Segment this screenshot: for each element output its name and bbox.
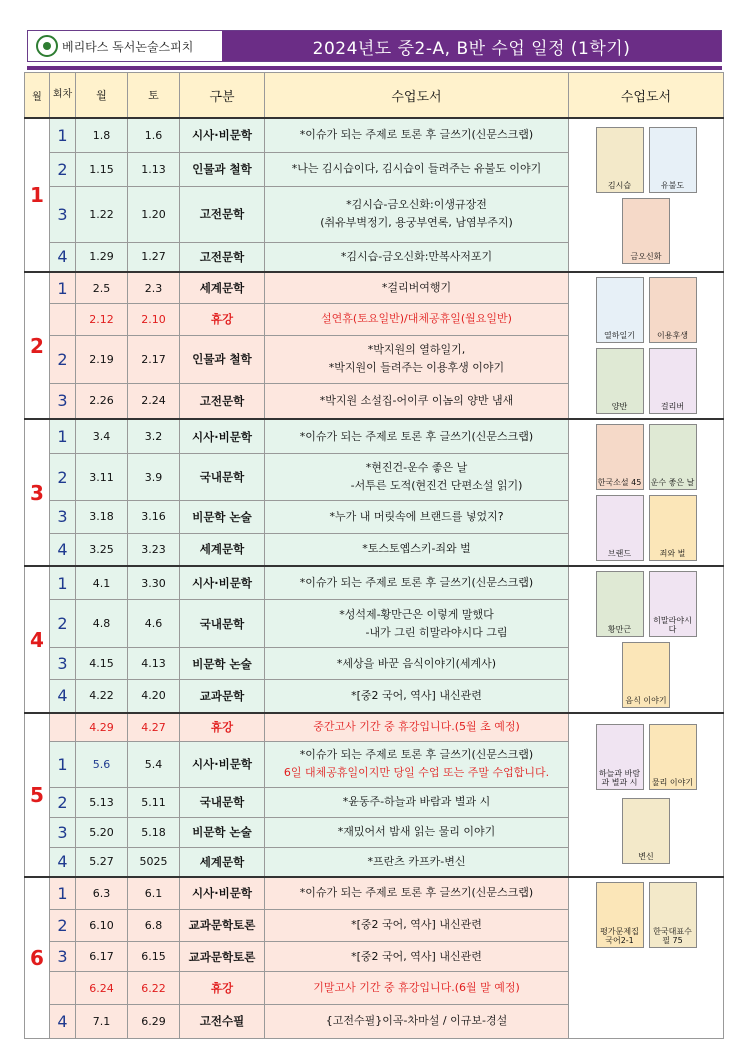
book-line: *토스토옙스키-죄와 벌 — [362, 542, 471, 556]
book-title — [265, 501, 569, 534]
sat-date: 3.2 — [128, 419, 180, 454]
book-cover-image: 평가문제집 국어2-1 — [596, 882, 644, 948]
category: 비문학 논술 — [180, 817, 265, 847]
session-number: 1 — [50, 272, 76, 304]
mon-date: 2.5 — [76, 272, 128, 304]
month-label: 1 — [25, 118, 50, 272]
category: 시사·비문학 — [180, 741, 265, 787]
sat-date: 5.18 — [128, 817, 180, 847]
book-title — [265, 242, 569, 272]
mon-date: 1.15 — [76, 152, 128, 186]
book-cover-image: 한국대표수필 75 — [649, 882, 697, 948]
month-label: 2 — [25, 272, 50, 419]
sat-date: 2.17 — [128, 335, 180, 383]
book-covers — [569, 272, 724, 419]
category: 비문학 논술 — [180, 648, 265, 680]
school-logo-icon — [36, 35, 58, 57]
book-line-2: -서투른 도적(현진건 단편소설 읽기) — [350, 479, 523, 493]
session-number: 4 — [50, 533, 76, 566]
sat-date: 2.3 — [128, 272, 180, 304]
table-row — [25, 566, 724, 600]
book-cover-image: 운수 좋은 날 — [649, 424, 697, 490]
mon-date: 6.10 — [76, 909, 128, 941]
book-line: *이슈가 되는 주제로 토론 후 글쓰기(신문스크랩) — [299, 886, 534, 900]
session-number: 2 — [50, 454, 76, 501]
book-line: *김시습-금오신화:만복사저포기 — [340, 249, 493, 263]
book-cover-image: 걸리버 — [649, 348, 697, 414]
month-label: 6 — [25, 877, 50, 1039]
category: 휴강 — [180, 713, 265, 741]
mon-date: 4.8 — [76, 600, 128, 648]
book-cover-image: 음식 이야기 — [622, 642, 670, 708]
book-cover-image: 이용후생 — [649, 277, 697, 343]
book-cover-image: 변신 — [622, 798, 670, 864]
book-line-2: -내가 그린 히말라야시다 그림 — [365, 625, 508, 639]
book-title — [265, 648, 569, 680]
mon-date: 5.27 — [76, 847, 128, 877]
book-cover-image: 양반 — [596, 348, 644, 414]
sat-date: 5.4 — [128, 741, 180, 787]
mon-date: 6.3 — [76, 877, 128, 909]
book-line: *[중2 국어, 역사] 내신관련 — [351, 688, 482, 702]
sat-date: 4.6 — [128, 600, 180, 648]
mon-date: 3.25 — [76, 533, 128, 566]
mon-date: 2.19 — [76, 335, 128, 383]
book-cover-image: 금오신화 — [622, 198, 670, 264]
book-cover-image: 한국소설 45 — [596, 424, 644, 490]
book-title — [265, 972, 569, 1004]
book-line-2: *박지원이 들려주는 이용후생 이야기 — [328, 361, 505, 375]
book-cover-image: 브랜드 — [596, 495, 644, 561]
book-cover-image: 죄와 벌 — [649, 495, 697, 561]
col-month: 월 — [25, 73, 50, 119]
book-title — [265, 118, 569, 152]
book-title — [265, 909, 569, 941]
session-number: 2 — [50, 335, 76, 383]
book-line: *박지원 소설집-어이쿠 이놈의 양반 냄새 — [319, 393, 514, 407]
mon-date: 4.29 — [76, 713, 128, 741]
mon-date: 5.20 — [76, 817, 128, 847]
brand-name: 베리타스 독서논술스피치 — [62, 39, 194, 54]
book-cover-image: 유불도 — [649, 127, 697, 193]
mon-date: 3.4 — [76, 419, 128, 454]
session-number: 1 — [50, 741, 76, 787]
brand — [28, 31, 222, 61]
session-number: 4 — [50, 242, 76, 272]
book-line: *이슈가 되는 주제로 토론 후 글쓰기(신문스크랩) — [299, 128, 534, 142]
category: 교과문학 — [180, 679, 265, 713]
sat-date: 6.15 — [128, 942, 180, 972]
mon-date: 4.15 — [76, 648, 128, 680]
book-line: *재밌어서 밤새 읽는 물리 이야기 — [337, 825, 496, 838]
mon-date: 2.26 — [76, 383, 128, 419]
book-title — [265, 186, 569, 242]
category: 세계문학 — [180, 272, 265, 304]
book-title — [265, 600, 569, 648]
mon-date: 2.12 — [76, 304, 128, 336]
book-line: *이슈가 되는 주제로 토론 후 글쓰기(신문스크랩) — [299, 576, 534, 590]
mon-date: 5.6 — [76, 741, 128, 787]
book-title — [265, 817, 569, 847]
book-covers — [569, 877, 724, 1039]
book-line: *박지원의 열하일기, — [367, 343, 466, 357]
book-line: 중간고사 기간 중 휴강입니다.(5월 초 예정) — [313, 720, 520, 734]
book-title — [265, 419, 569, 454]
session-number: 3 — [50, 648, 76, 680]
session-number: 1 — [50, 566, 76, 600]
session-number: 1 — [50, 118, 76, 152]
sat-date: 3.9 — [128, 454, 180, 501]
book-line: *나는 김시습이다, 김시습이 들려주는 유불도 이야기 — [291, 162, 542, 175]
col-category: 구분 — [180, 73, 265, 119]
sat-date: 3.30 — [128, 566, 180, 600]
category: 인물과 철학 — [180, 152, 265, 186]
mon-date: 3.18 — [76, 501, 128, 534]
book-line-2: 6일 대체공휴일이지만 당일 수업 또는 주말 수업합니다. — [283, 766, 550, 779]
book-title — [265, 787, 569, 817]
sat-date: 1.6 — [128, 118, 180, 152]
table-row — [25, 877, 724, 909]
session-number: 3 — [50, 817, 76, 847]
book-line: *현진건-운수 좋은 날 — [365, 461, 468, 475]
month-label: 4 — [25, 566, 50, 713]
sat-date: 4.13 — [128, 648, 180, 680]
book-line: *이슈가 되는 주제로 토론 후 글쓰기(신문스크랩) — [299, 429, 534, 443]
book-title — [265, 713, 569, 741]
book-title — [265, 877, 569, 909]
book-line: *성석제-황만근은 이렇게 말했다 — [339, 607, 494, 621]
book-line: {고전수필}이곡-차마설 / 이규보-경설 — [325, 1014, 508, 1028]
book-cover-image: 하늘과 바람과 별과 시 — [596, 724, 644, 790]
book-title — [265, 942, 569, 972]
mon-date: 3.11 — [76, 454, 128, 501]
table-header — [25, 73, 724, 119]
sat-date: 4.20 — [128, 679, 180, 713]
category: 세계문학 — [180, 847, 265, 877]
table-row — [25, 118, 724, 152]
category: 휴강 — [180, 304, 265, 336]
session-number: 3 — [50, 186, 76, 242]
category: 시사·비문학 — [180, 419, 265, 454]
book-line: *윤동주-하늘과 바람과 별과 시 — [342, 795, 491, 808]
session-number: 2 — [50, 152, 76, 186]
book-title — [265, 533, 569, 566]
category: 비문학 논술 — [180, 501, 265, 534]
session-number: 4 — [50, 1004, 76, 1038]
session-number — [50, 972, 76, 1004]
sat-date: 6.8 — [128, 909, 180, 941]
category: 교과문학토론 — [180, 909, 265, 941]
sat-date: 6.29 — [128, 1004, 180, 1038]
table-row — [25, 713, 724, 741]
month-label: 5 — [25, 713, 50, 877]
sat-date: 3.23 — [128, 533, 180, 566]
col-sat: 토 — [128, 73, 180, 119]
sat-date: 6.1 — [128, 877, 180, 909]
mon-date: 1.8 — [76, 118, 128, 152]
book-line: 기말고사 기간 중 휴강입니다.(6월 말 예정) — [313, 981, 520, 995]
category: 인물과 철학 — [180, 335, 265, 383]
schedule-table — [24, 72, 724, 1039]
category: 교과문학토론 — [180, 942, 265, 972]
book-title — [265, 741, 569, 787]
category: 국내문학 — [180, 600, 265, 648]
sat-date: 4.27 — [128, 713, 180, 741]
sat-date: 2.10 — [128, 304, 180, 336]
category: 시사·비문학 — [180, 877, 265, 909]
book-line: *[중2 국어, 역사] 내신관련 — [351, 949, 482, 963]
session-number: 1 — [50, 877, 76, 909]
book-title — [265, 383, 569, 419]
col-books: 수업도서 — [265, 73, 569, 119]
book-line: 설연휴(토요일반)/대체공휴일(월요일반) — [321, 312, 512, 326]
sat-date: 5025 — [128, 847, 180, 877]
session-number: 1 — [50, 419, 76, 454]
session-number: 2 — [50, 909, 76, 941]
book-line: *걸리버여행기 — [381, 281, 452, 294]
book-cover-image: 김시습 — [596, 127, 644, 193]
month-label: 3 — [25, 419, 50, 566]
sat-date: 3.16 — [128, 501, 180, 534]
book-title — [265, 304, 569, 336]
mon-date: 4.1 — [76, 566, 128, 600]
book-title — [265, 152, 569, 186]
book-covers — [569, 419, 724, 566]
book-title — [265, 335, 569, 383]
col-covers: 수업도서 — [569, 73, 724, 119]
session-number: 4 — [50, 679, 76, 713]
sat-date: 1.20 — [128, 186, 180, 242]
book-title — [265, 272, 569, 304]
session-number — [50, 713, 76, 741]
category: 고전문학 — [180, 383, 265, 419]
table-row — [25, 272, 724, 304]
category: 국내문학 — [180, 787, 265, 817]
sat-date: 5.11 — [128, 787, 180, 817]
category: 고전문학 — [180, 242, 265, 272]
book-title — [265, 679, 569, 713]
book-covers — [569, 118, 724, 272]
book-cover-image: 물리 이야기 — [649, 724, 697, 790]
col-mon: 월 — [76, 73, 128, 119]
sat-date: 1.27 — [128, 242, 180, 272]
book-line: *세상을 바꾼 음식이야기(세계사) — [336, 656, 497, 670]
book-covers — [569, 713, 724, 877]
session-number: 3 — [50, 501, 76, 534]
category: 세계문학 — [180, 533, 265, 566]
book-cover-image: 히말라야시다 — [649, 571, 697, 637]
sat-date: 6.22 — [128, 972, 180, 1004]
session-number: 3 — [50, 383, 76, 419]
book-line: *프란츠 카프카-변신 — [367, 854, 466, 868]
session-number: 2 — [50, 787, 76, 817]
table-row — [25, 419, 724, 454]
header-divider — [27, 66, 722, 70]
mon-date: 1.29 — [76, 242, 128, 272]
book-line: *김시습-금오신화:이생규장전 — [346, 198, 487, 211]
book-title — [265, 454, 569, 501]
session-number: 3 — [50, 942, 76, 972]
book-title — [265, 566, 569, 600]
book-line-2: (취유부벽정기, 용궁부연록, 남염부주지) — [320, 216, 513, 229]
header-bar — [27, 30, 722, 62]
session-number — [50, 304, 76, 336]
mon-date: 6.24 — [76, 972, 128, 1004]
book-cover-image: 황만근 — [596, 571, 644, 637]
category: 고전수필 — [180, 1004, 265, 1038]
session-number: 2 — [50, 600, 76, 648]
page-title: 2024년도 중2-A, B반 수업 일정 (1학기) — [222, 31, 721, 61]
category: 시사·비문학 — [180, 118, 265, 152]
book-covers — [569, 566, 724, 713]
col-session: 회차 — [50, 73, 76, 119]
book-title — [265, 847, 569, 877]
session-number: 4 — [50, 847, 76, 877]
book-line: *이슈가 되는 주제로 토론 후 글쓰기(신문스크랩) — [299, 748, 534, 761]
category: 국내문학 — [180, 454, 265, 501]
book-cover-image: 열하일기 — [596, 277, 644, 343]
book-line: *누가 내 머릿속에 브랜드를 넣었지? — [329, 509, 504, 523]
mon-date: 6.17 — [76, 942, 128, 972]
book-line: *[중2 국어, 역사] 내신관련 — [351, 918, 482, 932]
category: 휴강 — [180, 972, 265, 1004]
sat-date: 1.13 — [128, 152, 180, 186]
mon-date: 1.22 — [76, 186, 128, 242]
mon-date: 4.22 — [76, 679, 128, 713]
category: 고전문학 — [180, 186, 265, 242]
category: 시사·비문학 — [180, 566, 265, 600]
book-title — [265, 1004, 569, 1038]
sat-date: 2.24 — [128, 383, 180, 419]
mon-date: 5.13 — [76, 787, 128, 817]
mon-date: 7.1 — [76, 1004, 128, 1038]
